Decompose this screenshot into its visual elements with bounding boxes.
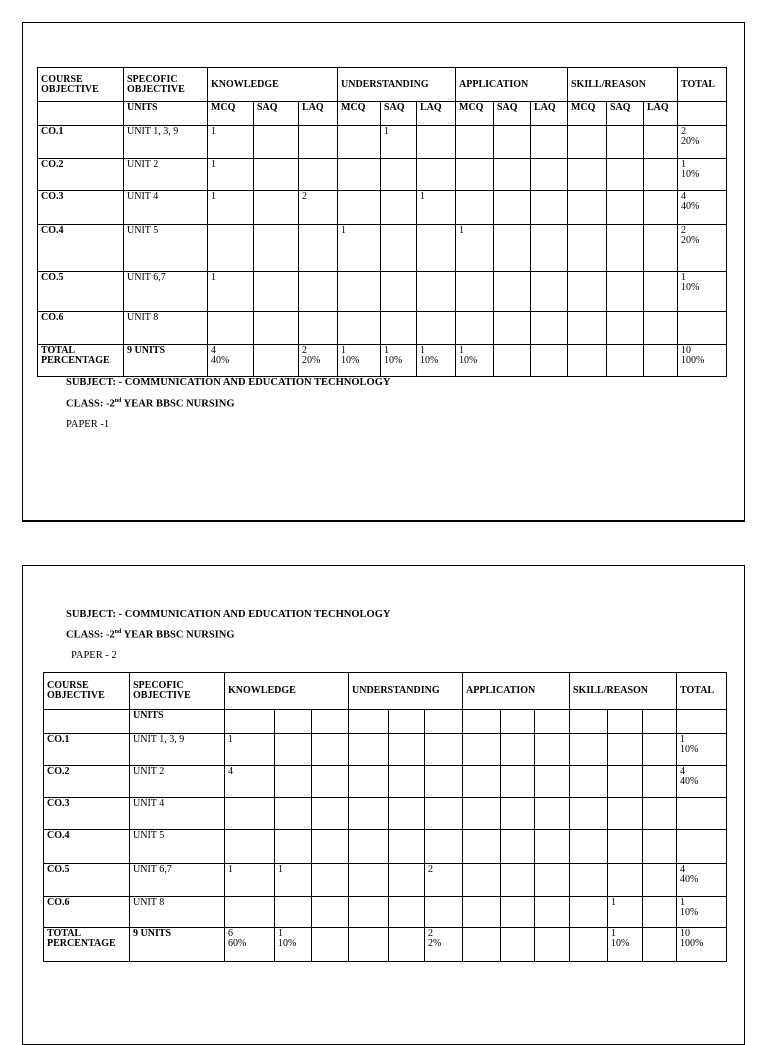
mark-cell — [275, 766, 312, 798]
question-type-header: LAQ — [644, 102, 678, 126]
blueprint-table-paper-2 — [43, 672, 727, 962]
question-type-header — [643, 710, 677, 734]
paper-label: PAPER - 2 — [71, 650, 117, 661]
unit-cell: UNIT 5 — [124, 225, 208, 272]
mark-cell — [389, 830, 425, 864]
table-row — [38, 272, 727, 312]
mark-cell: 4 40% — [208, 345, 254, 377]
mark-cell — [299, 159, 338, 191]
course-objective-cell: CO.6 — [38, 312, 124, 345]
mark-cell — [417, 312, 456, 345]
mark-cell — [501, 928, 535, 962]
blank-cell — [678, 102, 727, 126]
unit-cell: UNIT 6,7 — [124, 272, 208, 312]
course-objective-cell: CO.2 — [38, 159, 124, 191]
header-course-objective: COURSE OBJECTIVE — [38, 68, 124, 102]
mark-cell — [643, 830, 677, 864]
mark-cell — [570, 928, 608, 962]
document-page-1 — [22, 22, 745, 522]
table-row — [38, 191, 727, 225]
mark-cell — [225, 830, 275, 864]
mark-cell — [531, 225, 568, 272]
mark-cell — [389, 734, 425, 766]
mark-cell: 1 — [208, 272, 254, 312]
header-specific-objective: SPECOFIC OBJECTIVE — [130, 673, 225, 710]
question-type-header: SAQ — [494, 102, 531, 126]
question-type-header — [608, 710, 643, 734]
mark-cell — [275, 734, 312, 766]
total-cell: 1 10% — [677, 897, 727, 928]
mark-cell — [570, 766, 608, 798]
mark-cell — [644, 126, 678, 159]
unit-cell: 9 UNITS — [130, 928, 225, 962]
header-course-objective: COURSE OBJECTIVE — [44, 673, 130, 710]
question-type-header: SAQ — [254, 102, 299, 126]
mark-cell — [494, 312, 531, 345]
mark-cell: 1 10% — [381, 345, 417, 377]
mark-cell — [381, 191, 417, 225]
total-cell — [678, 312, 727, 345]
course-objective-cell: CO.5 — [38, 272, 124, 312]
mark-cell — [644, 159, 678, 191]
table-row — [44, 734, 727, 766]
class-line: CLASS: -2nd YEAR BBSC NURSING — [66, 629, 235, 641]
unit-cell: UNIT 1, 3, 9 — [130, 734, 225, 766]
question-type-header — [463, 710, 501, 734]
total-cell — [677, 798, 727, 830]
mark-cell: 1 — [225, 734, 275, 766]
mark-cell — [494, 159, 531, 191]
mark-cell — [608, 864, 643, 897]
blueprint-table-paper-1 — [37, 67, 727, 377]
course-objective-cell: CO.4 — [44, 830, 130, 864]
mark-cell — [275, 830, 312, 864]
mark-cell — [501, 734, 535, 766]
mark-cell: 1 10% — [608, 928, 643, 962]
mark-cell — [463, 928, 501, 962]
mark-cell — [389, 864, 425, 897]
mark-cell: 2 — [299, 191, 338, 225]
mark-cell: 1 — [208, 159, 254, 191]
mark-cell: 1 — [381, 126, 417, 159]
mark-cell — [349, 734, 389, 766]
mark-cell — [643, 864, 677, 897]
mark-cell — [338, 191, 381, 225]
mark-cell — [312, 830, 349, 864]
mark-cell — [463, 897, 501, 928]
header-skill-reason: SKILL/REASON — [568, 68, 678, 102]
mark-cell — [535, 830, 570, 864]
mark-cell — [425, 830, 463, 864]
mark-cell — [608, 766, 643, 798]
total-cell: 4 40% — [678, 191, 727, 225]
table-row — [38, 225, 727, 272]
mark-cell: 1 10% — [456, 345, 494, 377]
mark-cell — [463, 864, 501, 897]
question-type-header — [275, 710, 312, 734]
mark-cell — [417, 225, 456, 272]
question-type-header: MCQ — [568, 102, 607, 126]
blank-cell — [677, 710, 727, 734]
mark-cell — [643, 897, 677, 928]
mark-cell — [312, 864, 349, 897]
mark-cell — [254, 159, 299, 191]
mark-cell — [494, 191, 531, 225]
mark-cell — [425, 798, 463, 830]
question-type-header — [570, 710, 608, 734]
class-line: CLASS: -2nd YEAR BBSC NURSING — [66, 398, 235, 410]
blank-cell — [38, 102, 124, 126]
mark-cell — [568, 312, 607, 345]
mark-cell — [568, 272, 607, 312]
question-type-header — [349, 710, 389, 734]
mark-cell — [349, 766, 389, 798]
subheader-row — [44, 710, 727, 734]
mark-cell — [275, 798, 312, 830]
table-row — [38, 126, 727, 159]
mark-cell — [570, 798, 608, 830]
header-application: APPLICATION — [463, 673, 570, 710]
unit-cell: UNIT 5 — [130, 830, 225, 864]
mark-cell — [607, 272, 644, 312]
header-total: TOTAL — [677, 673, 727, 710]
mark-cell: 2 — [425, 864, 463, 897]
header-knowledge: KNOWLEDGE — [225, 673, 349, 710]
table-row — [38, 159, 727, 191]
mark-cell — [535, 766, 570, 798]
mark-cell — [644, 345, 678, 377]
mark-cell — [299, 312, 338, 345]
question-type-header: SAQ — [381, 102, 417, 126]
mark-cell: 1 — [208, 191, 254, 225]
mark-cell — [501, 864, 535, 897]
mark-cell — [349, 798, 389, 830]
total-cell: 1 10% — [678, 159, 727, 191]
mark-cell — [312, 798, 349, 830]
mark-cell — [568, 159, 607, 191]
subject-line: SUBJECT: - COMMUNICATION AND EDUCATION TECHNOLOGY — [66, 377, 391, 388]
mark-cell — [501, 766, 535, 798]
question-type-header: MCQ — [338, 102, 381, 126]
mark-cell: 1 10% — [417, 345, 456, 377]
mark-cell — [494, 345, 531, 377]
mark-cell — [608, 734, 643, 766]
mark-cell — [568, 345, 607, 377]
mark-cell — [456, 159, 494, 191]
mark-cell — [456, 126, 494, 159]
question-type-header — [389, 710, 425, 734]
mark-cell — [381, 225, 417, 272]
mark-cell — [338, 126, 381, 159]
unit-cell: UNIT 2 — [124, 159, 208, 191]
mark-cell — [254, 312, 299, 345]
mark-cell — [501, 798, 535, 830]
subheader-row — [38, 102, 727, 126]
mark-cell — [389, 928, 425, 962]
question-type-header — [312, 710, 349, 734]
header-skill-reason: SKILL/REASON — [570, 673, 677, 710]
question-type-header: MCQ — [208, 102, 254, 126]
course-objective-cell: CO.2 — [44, 766, 130, 798]
mark-cell — [425, 766, 463, 798]
course-objective-cell: CO.4 — [38, 225, 124, 272]
mark-cell — [225, 897, 275, 928]
total-cell: 2 20% — [678, 225, 727, 272]
header-application: APPLICATION — [456, 68, 568, 102]
mark-cell — [643, 734, 677, 766]
mark-cell — [349, 928, 389, 962]
unit-cell: UNIT 6,7 — [130, 864, 225, 897]
mark-cell — [389, 897, 425, 928]
header-specific-objective: SPECOFIC OBJECTIVE — [124, 68, 208, 102]
unit-cell: UNIT 1, 3, 9 — [124, 126, 208, 159]
subject-line: SUBJECT: - COMMUNICATION AND EDUCATION TECHNOLOGY — [66, 609, 391, 620]
mark-cell: 1 — [208, 126, 254, 159]
table-row — [38, 312, 727, 345]
mark-cell — [463, 798, 501, 830]
mark-cell — [644, 225, 678, 272]
mark-cell — [643, 928, 677, 962]
mark-cell — [608, 830, 643, 864]
table-row — [44, 864, 727, 897]
unit-cell: UNIT 4 — [130, 798, 225, 830]
mark-cell — [644, 272, 678, 312]
mark-cell — [535, 864, 570, 897]
unit-cell: UNIT 8 — [124, 312, 208, 345]
mark-cell — [254, 225, 299, 272]
total-cell: 4 40% — [677, 766, 727, 798]
mark-cell — [607, 159, 644, 191]
total-row — [38, 345, 727, 377]
course-objective-cell: CO.6 — [44, 897, 130, 928]
mark-cell — [463, 830, 501, 864]
mark-cell — [463, 734, 501, 766]
mark-cell — [607, 345, 644, 377]
mark-cell — [389, 798, 425, 830]
total-cell: 10 100% — [677, 928, 727, 962]
mark-cell — [494, 126, 531, 159]
mark-cell — [501, 830, 535, 864]
mark-cell — [208, 225, 254, 272]
course-objective-cell: CO.1 — [38, 126, 124, 159]
mark-cell — [381, 272, 417, 312]
mark-cell — [338, 312, 381, 345]
unit-cell: 9 UNITS — [124, 345, 208, 377]
mark-cell — [643, 798, 677, 830]
mark-cell: 1 — [225, 864, 275, 897]
mark-cell: 4 — [225, 766, 275, 798]
total-cell: 1 10% — [678, 272, 727, 312]
mark-cell — [299, 225, 338, 272]
mark-cell — [607, 126, 644, 159]
header-total: TOTAL — [678, 68, 727, 102]
blank-cell — [44, 710, 130, 734]
unit-cell: UNIT 8 — [130, 897, 225, 928]
mark-cell — [607, 312, 644, 345]
mark-cell — [643, 766, 677, 798]
mark-cell — [568, 191, 607, 225]
mark-cell — [208, 312, 254, 345]
table-row — [44, 766, 727, 798]
mark-cell — [456, 191, 494, 225]
mark-cell — [299, 126, 338, 159]
mark-cell — [456, 312, 494, 345]
question-type-header — [535, 710, 570, 734]
mark-cell: 1 — [456, 225, 494, 272]
mark-cell — [608, 798, 643, 830]
mark-cell: 2 2% — [425, 928, 463, 962]
mark-cell — [501, 897, 535, 928]
question-type-header: LAQ — [531, 102, 568, 126]
course-objective-cell: TOTAL PERCENTAGE — [44, 928, 130, 962]
mark-cell — [254, 191, 299, 225]
mark-cell — [535, 734, 570, 766]
mark-cell — [568, 126, 607, 159]
question-type-header: MCQ — [456, 102, 494, 126]
mark-cell — [349, 864, 389, 897]
mark-cell — [417, 272, 456, 312]
mark-cell — [531, 345, 568, 377]
total-cell: 1 10% — [677, 734, 727, 766]
mark-cell — [425, 897, 463, 928]
question-type-header — [425, 710, 463, 734]
mark-cell — [456, 272, 494, 312]
course-objective-cell: CO.5 — [44, 864, 130, 897]
mark-cell — [381, 312, 417, 345]
mark-cell: 1 — [338, 225, 381, 272]
question-type-header — [501, 710, 535, 734]
course-objective-cell: CO.3 — [44, 798, 130, 830]
header-understanding: UNDERSTANDING — [349, 673, 463, 710]
mark-cell: 1 — [275, 864, 312, 897]
course-objective-cell: CO.3 — [38, 191, 124, 225]
mark-cell — [417, 159, 456, 191]
mark-cell — [225, 798, 275, 830]
mark-cell — [349, 897, 389, 928]
mark-cell — [349, 830, 389, 864]
mark-cell — [531, 312, 568, 345]
mark-cell — [531, 126, 568, 159]
mark-cell — [570, 864, 608, 897]
question-type-header: LAQ — [299, 102, 338, 126]
mark-cell — [570, 897, 608, 928]
mark-cell — [531, 159, 568, 191]
question-type-header: SAQ — [607, 102, 644, 126]
mark-cell — [644, 191, 678, 225]
mark-cell — [312, 734, 349, 766]
mark-cell — [254, 126, 299, 159]
mark-cell: 1 10% — [275, 928, 312, 962]
mark-cell — [570, 734, 608, 766]
mark-cell — [275, 897, 312, 928]
mark-cell — [568, 225, 607, 272]
mark-cell — [494, 272, 531, 312]
mark-cell — [607, 191, 644, 225]
course-objective-cell: CO.1 — [44, 734, 130, 766]
mark-cell: 2 20% — [299, 345, 338, 377]
mark-cell — [531, 191, 568, 225]
mark-cell — [312, 897, 349, 928]
mark-cell — [535, 798, 570, 830]
mark-cell — [312, 766, 349, 798]
units-label: UNITS — [124, 102, 208, 126]
mark-cell — [644, 312, 678, 345]
table-row — [44, 897, 727, 928]
mark-cell — [417, 126, 456, 159]
mark-cell — [607, 225, 644, 272]
units-label: UNITS — [130, 710, 225, 734]
mark-cell — [389, 766, 425, 798]
total-cell — [677, 830, 727, 864]
table-row — [44, 798, 727, 830]
header-knowledge: KNOWLEDGE — [208, 68, 338, 102]
mark-cell — [570, 830, 608, 864]
total-cell: 10 100% — [678, 345, 727, 377]
mark-cell — [494, 225, 531, 272]
mark-cell — [535, 928, 570, 962]
mark-cell: 1 — [608, 897, 643, 928]
document-page-2 — [22, 565, 745, 1045]
mark-cell — [254, 345, 299, 377]
paper-label: PAPER -1 — [66, 419, 110, 430]
question-type-header: LAQ — [417, 102, 456, 126]
mark-cell: 6 60% — [225, 928, 275, 962]
mark-cell — [312, 928, 349, 962]
mark-cell: 1 10% — [338, 345, 381, 377]
total-cell: 4 40% — [677, 864, 727, 897]
header-understanding: UNDERSTANDING — [338, 68, 456, 102]
mark-cell — [463, 766, 501, 798]
mark-cell — [425, 734, 463, 766]
mark-cell — [535, 897, 570, 928]
mark-cell — [381, 159, 417, 191]
mark-cell — [299, 272, 338, 312]
mark-cell: 1 — [417, 191, 456, 225]
total-row — [44, 928, 727, 962]
mark-cell — [531, 272, 568, 312]
question-type-header — [225, 710, 275, 734]
mark-cell — [338, 159, 381, 191]
mark-cell — [254, 272, 299, 312]
total-cell: 2 20% — [678, 126, 727, 159]
unit-cell: UNIT 4 — [124, 191, 208, 225]
table-row — [44, 830, 727, 864]
unit-cell: UNIT 2 — [130, 766, 225, 798]
course-objective-cell: TOTAL PERCENTAGE — [38, 345, 124, 377]
mark-cell — [338, 272, 381, 312]
